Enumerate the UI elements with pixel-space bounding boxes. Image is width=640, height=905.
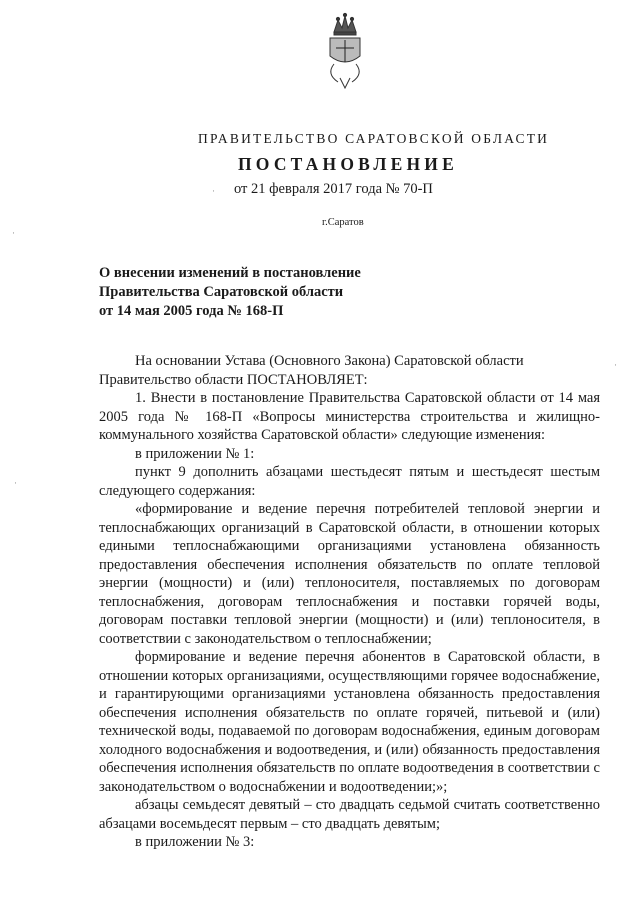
paragraph-point-9: пункт 9 дополнить абзацами шестьдесят пятым и шестьдесят шестым следующего содержания:: [99, 464, 600, 499]
paragraph-resolves: Правительство области ПОСТАНОВЛЯЕТ:: [99, 371, 368, 388]
coat-of-arms-icon: [320, 12, 370, 90]
scan-mark: ·: [14, 478, 17, 488]
subject-line: Правительства Саратовской области: [99, 284, 344, 300]
paragraph-basis: На основании Устава (Основного Закона) Саратовской области: [135, 353, 524, 369]
document-subject: [99, 264, 361, 321]
scan-mark: ·: [614, 360, 617, 370]
government-name: ПРАВИТЕЛЬСТВО САРАТОВСКОЙ ОБЛАСТИ: [198, 131, 550, 146]
scan-mark: ·: [12, 228, 15, 238]
paragraph-appendix-1: в приложении № 1:: [135, 445, 255, 462]
paragraph-water-supply: формирование и ведение перечня абонентов в Саратовской области, в отношении которых организациями, осуществляющими горячее водоснабжение, и гарантирующими организациями установлена обязанность предоставления обеспечения исполнения обязательств по оплате горячей, питьевой и (или) технической воды, подаваемой по договорам водоснабжения, единым договорам холодного водоснабжения и водоотведения, и (или) обязанность предоставления обеспечения исполнения обязательств по оплате водоотведения в соответствии с законодательством о водоснабжении и водоотведении;»;: [99, 649, 600, 795]
subject-line: О внесении изменений в постановление: [99, 265, 361, 281]
document-type: ПОСТАНОВЛЕНИЕ: [238, 154, 458, 174]
paragraph-heat-supply: «формирование и ведение перечня потребителей тепловой энергии и теплоснабжающих организаций в Саратовской области, в отношении которых едиными теплоснабжающими организациями установлена обязанность предоставления обеспечения исполнения обязательств по оплате тепловой энергии (мощности) и (или) теплоносителя, поставляемых по договорам теплоснабжения, договорам теплоснабжения и поставки горячей воды, договорам поставки тепловой энергии (мощности) и (или) теплоносителя, в соответствии с законодательством о теплоснабжении;: [99, 501, 600, 647]
document-city: г.Саратов: [322, 217, 364, 228]
paragraph-appendix-3: в приложении № 3:: [135, 834, 255, 850]
scan-mark: ·: [212, 186, 215, 196]
paragraph-renumber: абзацы семьдесят девятый – сто двадцать седьмой считать соответственно абзацами восемьдесят первым – сто двадцать девятым;: [99, 797, 600, 832]
paragraph-item-1: 1. Внести в постановление Правительства Саратовской области от 14 мая 2005 года № 168-П «Вопросы министерства строительства и жилищно-коммунального хозяйства Саратовской области» следующие изменения:: [99, 390, 600, 443]
document-date-number: от 21 февраля 2017 года № 70-П: [234, 181, 433, 197]
subject-line: от 14 мая 2005 года № 168-П: [99, 303, 284, 319]
document-body: [99, 352, 600, 852]
